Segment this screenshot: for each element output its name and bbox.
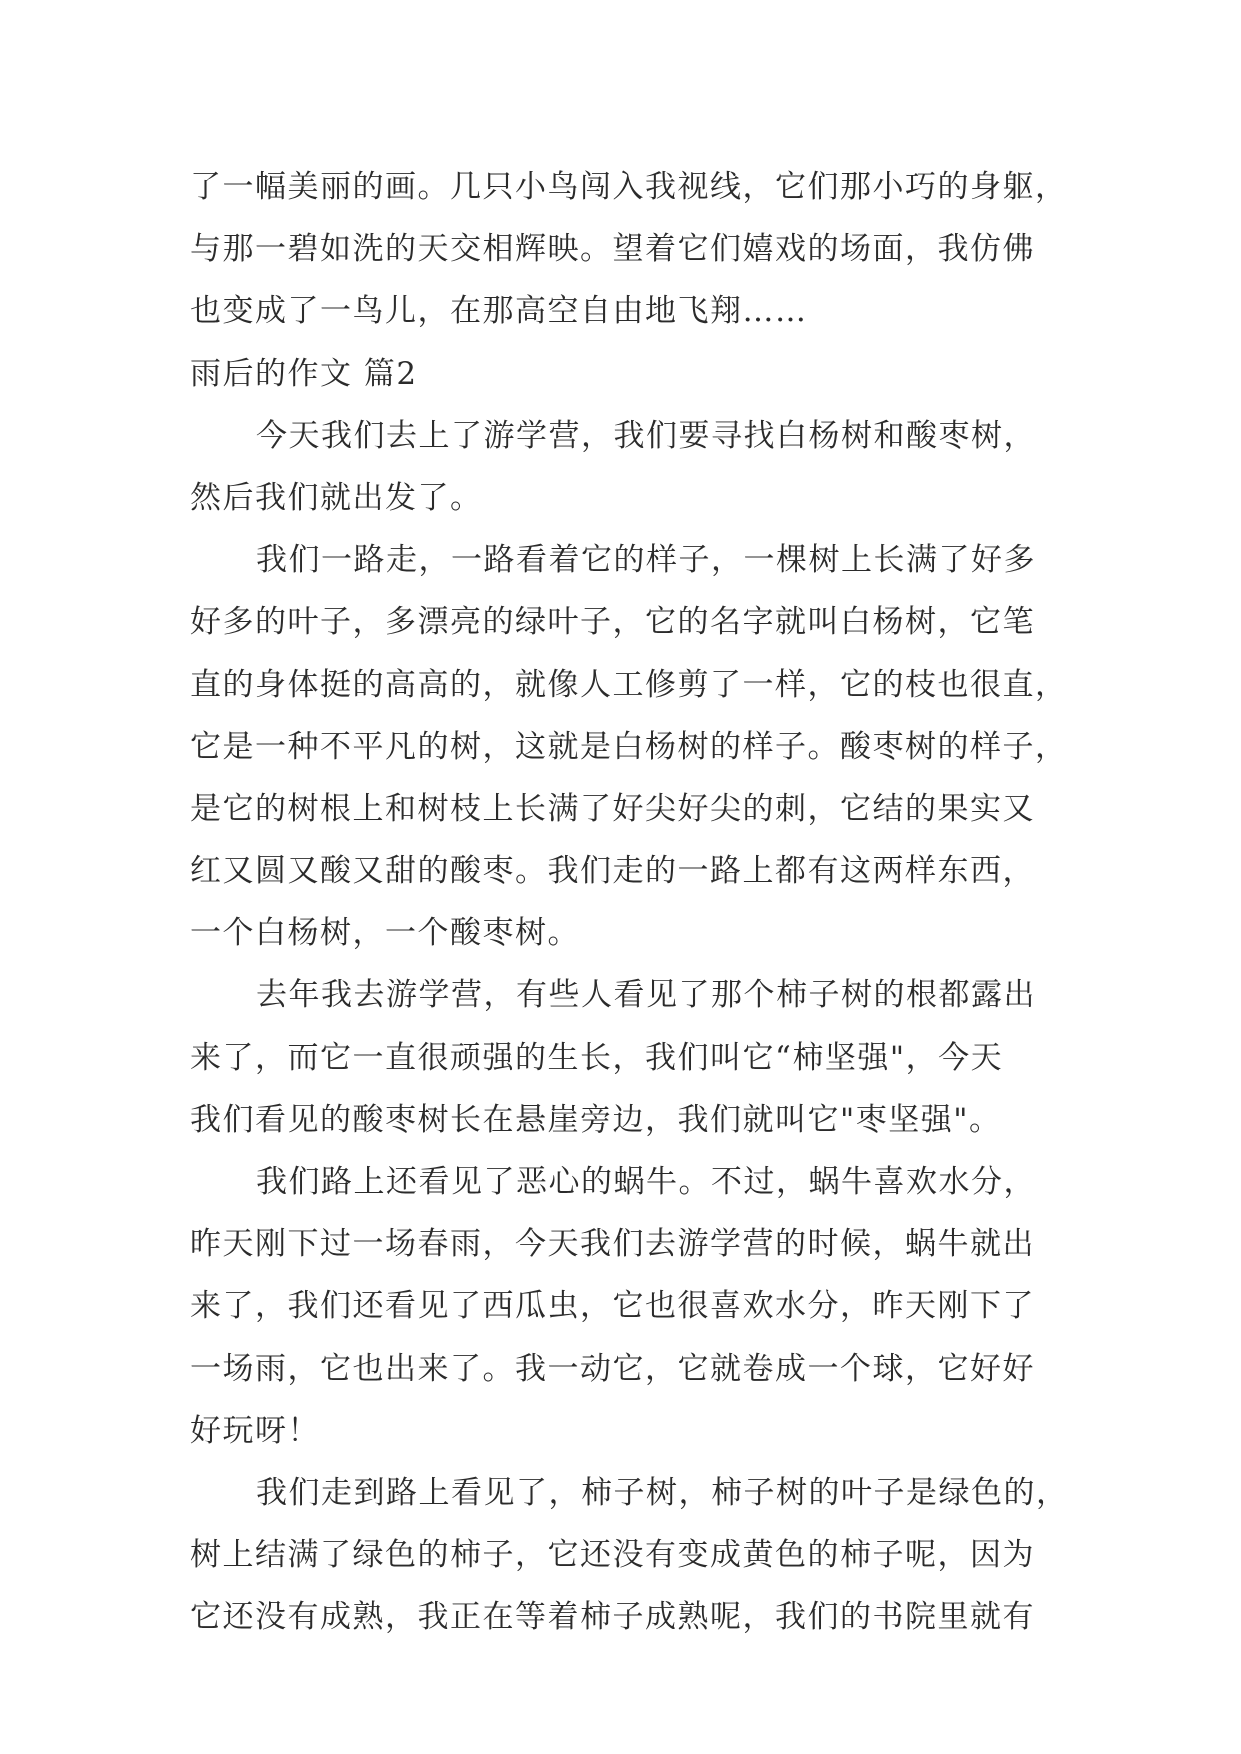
text-line: 昨天刚下过一场春雨，今天我们去游学营的时候，蜗牛就出 xyxy=(190,1226,1035,1263)
text-line: 树上结满了绿色的柿子，它还没有变成黄色的柿子呢，因为 xyxy=(190,1537,1035,1574)
text-line: 它还没有成熟，我正在等着柿子成熟呢，我们的书院里就有 xyxy=(190,1599,1035,1636)
text-line: 直的身体挺的高高的，就像人工修剪了一样，它的枝也很直， xyxy=(190,666,1068,703)
text-line: 好多的叶子，多漂亮的绿叶子，它的名字就叫白杨树，它笔 xyxy=(190,604,1035,641)
text-line: 来了，我们还看见了西瓜虫，它也很喜欢水分，昨天刚下了 xyxy=(190,1288,1035,1325)
text-line: 与那一碧如洗的天交相辉映。望着它们嬉戏的场面，我仿佛 xyxy=(190,231,1035,268)
text-line: 来了，而它一直很顽强的生长，我们叫它“柿坚强"，今天 xyxy=(190,1039,1004,1076)
text-line: 了一幅美丽的画。几只小鸟闯入我视线，它们那小巧的身躯， xyxy=(190,169,1068,205)
text-line: 好玩呀！ xyxy=(190,1412,320,1449)
text-line: 然后我们就出发了。 xyxy=(190,479,483,516)
text-line: 也变成了一鸟儿，在那高空自由地飞翔…… xyxy=(190,293,808,330)
text-line: 我们走到路上看见了，柿子树，柿子树的叶子是绿色的， xyxy=(256,1474,1069,1511)
text-line: 我们一路走，一路看着它的样子，一棵树上长满了好多 xyxy=(256,542,1036,579)
text-line: 我们路上还看见了恶心的蜗牛。不过，蜗牛喜欢水分， xyxy=(256,1164,1036,1200)
text-line: 一场雨，它也出来了。我一动它，它就卷成一个球，它好好 xyxy=(190,1350,1035,1387)
text-line: 红又圆又酸又甜的酸枣。我们走的一路上都有这两样东西， xyxy=(190,853,1035,890)
document-body xyxy=(190,156,1069,1649)
text-line: 我们看见的酸枣树长在悬崖旁边，我们就叫它"枣坚强"。 xyxy=(190,1101,1002,1138)
text-line: 一个白杨树，一个酸枣树。 xyxy=(190,915,580,952)
section-heading: 雨后的作文 篇2 xyxy=(190,355,418,392)
text-line: 它是一种不平凡的树，这就是白杨树的样子。酸枣树的样子， xyxy=(190,728,1068,765)
text-line: 是它的树根上和树枝上长满了好尖好尖的刺，它结的果实又 xyxy=(190,790,1035,827)
text-line: 去年我去游学营，有些人看见了那个柿子树的根都露出 xyxy=(256,977,1036,1014)
text-line: 今天我们去上了游学营，我们要寻找白杨树和酸枣树， xyxy=(256,417,1036,454)
